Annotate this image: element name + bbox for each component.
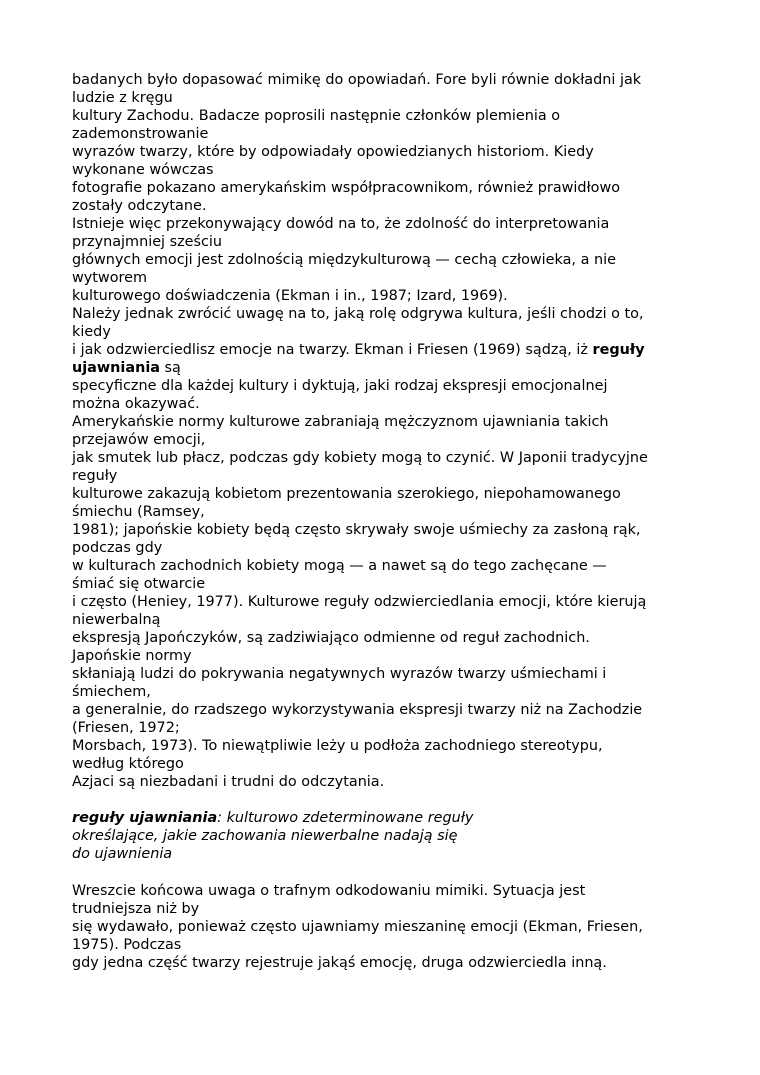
text-line: jak smutek lub płacz, podczas gdy kobiety mogą to czynić. W Japonii tradycyjne bbox=[72, 450, 648, 466]
text-line: Morsbach, 1973). To niewątpliwie leży u podłoża zachodniego stereotypu, bbox=[72, 738, 603, 754]
definition-text: do ujawnienia bbox=[72, 846, 173, 862]
paragraph-spacer bbox=[72, 791, 692, 809]
text-line: śmiechem, bbox=[72, 684, 151, 700]
definition-text: : kulturowo zdeterminowane reguły bbox=[217, 810, 474, 826]
definition-text: określające, jakie zachowania niewerbalne nadają się bbox=[72, 828, 458, 844]
paragraph-closing bbox=[72, 882, 692, 972]
definition-line bbox=[72, 809, 692, 827]
document-page bbox=[72, 71, 692, 972]
text-line: się wydawało, ponieważ często ujawniamy mieszaninę emocji (Ekman, Friesen, bbox=[72, 919, 643, 935]
text-line: śmiać się otwarcie bbox=[72, 576, 206, 592]
text-line: głównych emocji jest zdolnością międzykulturową — cechą człowieka, a nie bbox=[72, 252, 616, 268]
text-line: przejawów emocji, bbox=[72, 432, 206, 448]
text-line: podczas gdy bbox=[72, 540, 163, 556]
definition-line bbox=[72, 845, 692, 863]
text-line: badanych było dopasować mimikę do opowiadań. Fore byli równie dokładni jak bbox=[72, 72, 642, 88]
text-line: zademonstrowanie bbox=[72, 126, 209, 142]
text-line: a generalnie, do rzadszego wykorzystywania ekspresji twarzy niż na Zachodzie bbox=[72, 702, 643, 718]
text-line: gdy jedna część twarzy rejestruje jakąś emocję, druga odzwierciedla inną. bbox=[72, 955, 607, 971]
text-line: kiedy bbox=[72, 324, 111, 340]
text-line: można okazywać. bbox=[72, 396, 200, 412]
definition-line bbox=[72, 827, 692, 845]
text-segment: są bbox=[159, 360, 181, 376]
text-line: w kulturach zachodnich kobiety mogą — a nawet są do tego zachęcane — bbox=[72, 558, 607, 574]
text-line: kulturowe zakazują kobietom prezentowania szerokiego, niepohamowanego bbox=[72, 486, 621, 502]
text-line: Należy jednak zwrócić uwagę na to, jaką rolę odgrywa kultura, jeśli chodzi o to, bbox=[72, 306, 644, 322]
text-line: reguły bbox=[72, 468, 118, 484]
text-line: wytworem bbox=[72, 270, 147, 286]
text-line: ludzie z kręgu bbox=[72, 90, 173, 106]
text-line: trudniejsza niż by bbox=[72, 901, 200, 917]
text-line: (Friesen, 1972; bbox=[72, 720, 180, 736]
paragraph-spacer bbox=[72, 863, 692, 882]
text-line-with-bold bbox=[72, 341, 692, 359]
text-line: Amerykańskie normy kulturowe zabraniają mężczyznom ujawniania takich bbox=[72, 414, 609, 430]
text-line: fotografie pokazano amerykańskim współpracownikom, również prawidłowo bbox=[72, 180, 621, 196]
text-line: zostały odczytane. bbox=[72, 198, 207, 214]
text-line: Azjaci są niezbadani i trudni do odczytania. bbox=[72, 774, 385, 790]
text-line-with-bold bbox=[72, 359, 692, 377]
text-line: specyficzne dla każdej kultury i dyktują, jaki rodzaj ekspresji emocjonalnej bbox=[72, 378, 608, 394]
text-line: ekspresją Japończyków, są zadziwiająco odmienne od reguł zachodnich. bbox=[72, 630, 590, 646]
text-line: skłaniają ludzi do pokrywania negatywnych wyrazów twarzy uśmiechami i bbox=[72, 666, 607, 682]
text-line: śmiechu (Ramsey, bbox=[72, 504, 205, 520]
paragraph-main bbox=[72, 71, 692, 791]
text-line: 1981); japońskie kobiety będą często skrywały swoje uśmiechy za zasłoną rąk, bbox=[72, 522, 641, 538]
definition-term: reguły ujawniania bbox=[72, 810, 218, 826]
definition-box bbox=[72, 809, 692, 863]
bold-term: ujawniania bbox=[72, 360, 160, 376]
text-line: Japońskie normy bbox=[72, 648, 192, 664]
text-line: i często (Heniey, 1977). Kulturowe reguły odzwierciedlania emocji, które kierują bbox=[72, 594, 647, 610]
text-line: przynajmniej sześciu bbox=[72, 234, 223, 250]
text-line: wykonane wówczas bbox=[72, 162, 214, 178]
text-line: 1975). Podczas bbox=[72, 937, 182, 953]
text-line: Wreszcie końcowa uwaga o trafnym odkodowaniu mimiki. Sytuacja jest bbox=[72, 883, 586, 899]
text-line: kultury Zachodu. Badacze poprosili następnie członków plemienia o bbox=[72, 108, 561, 124]
text-line: według którego bbox=[72, 756, 184, 772]
text-segment: i jak odzwierciedlisz emocje na twarzy. Ekman i Friesen (1969) sądzą, iż bbox=[72, 342, 593, 358]
text-line: kulturowego doświadczenia (Ekman i in., 1987; Izard, 1969). bbox=[72, 288, 508, 304]
text-line: niewerbalną bbox=[72, 612, 161, 628]
text-line: wyrazów twarzy, które by odpowiadały opowiedzianych historiom. Kiedy bbox=[72, 144, 594, 160]
bold-term: reguły bbox=[592, 342, 645, 358]
text-line: Istnieje więc przekonywający dowód na to, że zdolność do interpretowania bbox=[72, 216, 610, 232]
